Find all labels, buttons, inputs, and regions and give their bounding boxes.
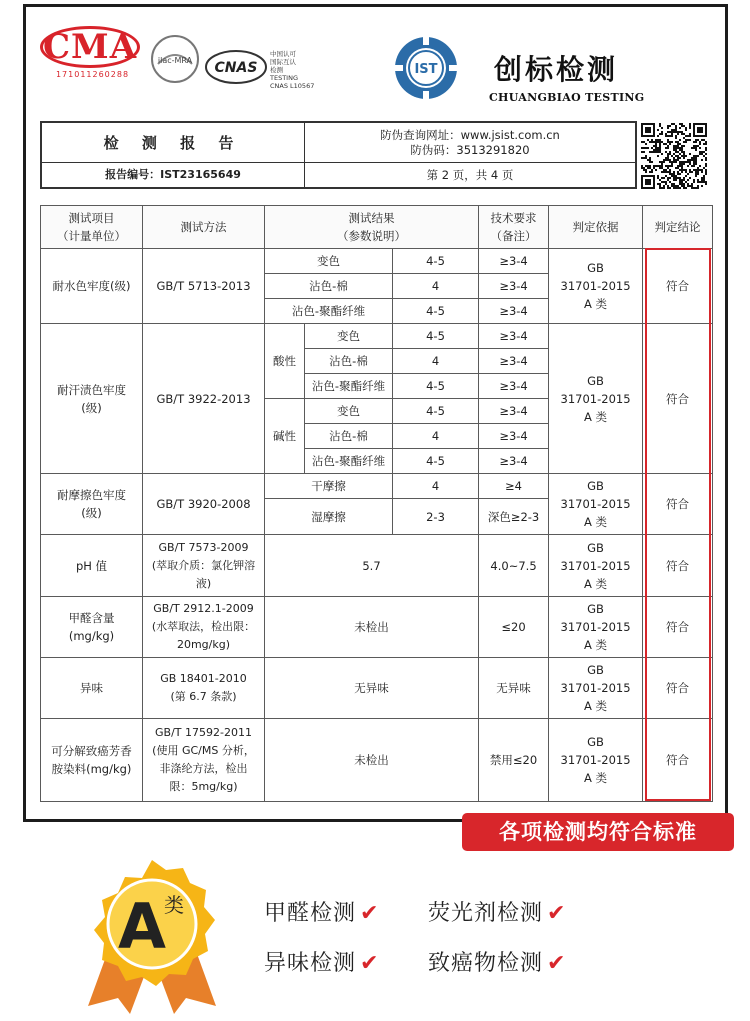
cma-mark: CMA <box>40 26 140 68</box>
ilac-mra-logo <box>150 34 200 84</box>
req-ph: 4.0~7.5 <box>479 535 549 597</box>
results-table <box>40 205 713 802</box>
table-row <box>41 719 713 802</box>
table-row: 沾色-棉 4 ≥3-4 <box>41 424 713 449</box>
brand-name: 创标检测 <box>494 53 619 86</box>
item-rub: 耐摩擦色牢度 (级) <box>41 474 143 535</box>
badge-label: 类 <box>164 893 184 917</box>
cma-logo <box>40 26 145 79</box>
header-method: 测试方法 <box>143 206 265 249</box>
method-formaldehyde: GB/T 2912.1-2009 (水萃取法，检出限： 20mg/kg) <box>143 597 265 658</box>
header-requirement: 技术要求 （备注） <box>479 206 549 249</box>
req-formaldehyde: ≤20 <box>479 597 549 658</box>
req-odor: 无异味 <box>479 658 549 719</box>
item-formaldehyde: 甲醛含量 (mg/kg) <box>41 597 143 658</box>
item-amine: 可分解致癌芳香 胺染料(mg/kg) <box>41 719 143 802</box>
conclusion-ph: 符合 <box>643 535 713 597</box>
conclusion-sweat: 符合 <box>643 324 713 474</box>
cnas-caption: 中国认可 国际互认 检测 TESTING CNAS L10567 <box>270 50 315 90</box>
method-odor: GB 18401-2010 (第 6.7 条款) <box>143 658 265 719</box>
table-row: 耐摩擦色牢度 (级) GB/T 3920-2008 干摩擦 4 ≥4 GB 31701-2015 A 类 符合 <box>41 474 713 499</box>
header-conclusion: 判定结论 <box>643 206 713 249</box>
basis-sweat: GB 31701-2015 A 类 <box>549 324 643 474</box>
check-icon: ✔ <box>360 951 380 976</box>
method-water: GB/T 5713-2013 <box>143 249 265 324</box>
ist-logo <box>393 35 459 101</box>
badge-letter: A <box>118 890 166 963</box>
table-row: 沾色-聚酯纤维 4-5 ≥3-4 <box>41 299 713 324</box>
item-odor: 异味 <box>41 658 143 719</box>
table-row: 碱性 变色 4-5 ≥3-4 <box>41 399 713 424</box>
basis-amine: GB 31701-2015 A 类 <box>549 719 643 802</box>
value-amine: 未检出 <box>265 719 479 802</box>
feature-formaldehyde: 甲醛检测 ✔ <box>264 901 380 926</box>
conclusion-water: 符合 <box>643 249 713 324</box>
method-rub: GB/T 3920-2008 <box>143 474 265 535</box>
conclusion-amine: 符合 <box>643 719 713 802</box>
table-row: 沾色-棉 4 ≥3-4 <box>41 274 713 299</box>
basis-formaldehyde: GB 31701-2015 A 类 <box>549 597 643 658</box>
cnas-logo <box>205 50 267 84</box>
report-title-box <box>40 121 637 189</box>
item-sweat: 耐汗渍色牢度 (级) <box>41 324 143 474</box>
basis-ph: GB 31701-2015 A 类 <box>549 535 643 597</box>
table-header-row <box>41 206 713 249</box>
table-row: 沾色-聚酯纤维 4-5 ≥3-4 <box>41 449 713 474</box>
verify-code: 防伪码：3513291820 <box>410 143 530 157</box>
item-ph: pH 值 <box>41 535 143 597</box>
method-sweat: GB/T 3922-2013 <box>143 324 265 474</box>
grade-a-badge <box>78 856 226 1014</box>
check-icon: ✔ <box>547 951 567 976</box>
header-item: 测试项目 （计量单位） <box>41 206 143 249</box>
value-ph: 5.7 <box>265 535 479 597</box>
item-water: 耐水色牢度(级) <box>41 249 143 324</box>
basis-water: GB 31701-2015 A 类 <box>549 249 643 324</box>
report-number: 报告编号：IST23165649 <box>105 168 241 181</box>
table-row: 沾色-聚酯纤维 4-5 ≥3-4 <box>41 374 713 399</box>
cma-number: 171011260288 <box>55 70 130 79</box>
basis-odor: GB 31701-2015 A 类 <box>549 658 643 719</box>
feature-carcinogen: 致癌物检测 ✔ <box>428 951 567 976</box>
table-row: 耐汗渍色牢度 (级) GB/T 3922-2013 酸性 变色 4-5 ≥3-4 GB 31701-2015 A 类 符合 <box>41 324 713 349</box>
header-result: 测试结果 （参数说明） <box>265 206 479 249</box>
conclusion-odor: 符合 <box>643 658 713 719</box>
check-icon: ✔ <box>360 901 380 926</box>
verify-site: 防伪查询网址：www.jsist.com.cn <box>380 128 560 142</box>
req-amine: 禁用≤20 <box>479 719 549 802</box>
value-odor: 无异味 <box>265 658 479 719</box>
table-row <box>41 597 713 658</box>
conclusion-formaldehyde: 符合 <box>643 597 713 658</box>
table-row: 湿摩擦 2-3 深色≥2-3 <box>41 499 713 535</box>
report-title: 检 测 报 告 <box>42 123 304 163</box>
ilac-mark: ilac-MRA <box>157 56 193 65</box>
page-indicator: 第 2 页，共 4 页 <box>426 168 514 182</box>
ist-mark: IST <box>414 62 438 77</box>
header-basis: 判定依据 <box>549 206 643 249</box>
acid-label: 酸性 <box>265 324 305 399</box>
check-icon: ✔ <box>547 901 567 926</box>
alkali-label: 碱性 <box>265 399 305 474</box>
cnas-mark: CNAS <box>214 60 258 76</box>
table-row <box>41 535 713 597</box>
value-formaldehyde: 未检出 <box>265 597 479 658</box>
feature-fluorescent: 荧光剂检测 ✔ <box>428 901 567 926</box>
feature-odor: 异味检测 ✔ <box>264 951 380 976</box>
compliance-banner: 各项检测均符合标准 <box>462 813 734 851</box>
table-row <box>41 658 713 719</box>
table-row: 耐水色牢度(级) GB/T 5713-2013 变色 4-5 ≥3-4 GB 31701-2015 A 类 符合 <box>41 249 713 274</box>
conclusion-rub: 符合 <box>643 474 713 535</box>
method-amine: GB/T 17592-2011 (使用 GC/MS 分析， 非涤纶方法，检出 限：5mg/kg) <box>143 719 265 802</box>
method-ph: GB/T 7573-2009 (萃取介质：氯化钾溶 液) <box>143 535 265 597</box>
qr-code[interactable] <box>641 123 707 189</box>
basis-rub: GB 31701-2015 A 类 <box>549 474 643 535</box>
table-row: 沾色-棉 4 ≥3-4 <box>41 349 713 374</box>
brand-name-en: CHUANGBIAO TESTING <box>489 91 645 104</box>
